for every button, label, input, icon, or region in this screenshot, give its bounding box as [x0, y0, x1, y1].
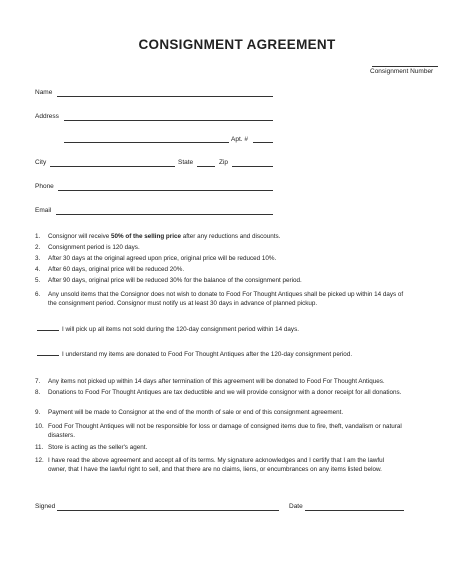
phone-field[interactable] — [58, 190, 273, 191]
donate-option: I understand my items are donated to Food For Thought Antiques after the 120-day consignment period. — [37, 351, 352, 360]
city-label: City — [35, 159, 47, 166]
phone-label: Phone — [35, 183, 54, 190]
donate-initial-field[interactable] — [37, 355, 59, 356]
term-item: 1. Consignor will receive 50% of the selling price after any reductions and discounts. — [35, 233, 281, 240]
signed-label: Signed — [35, 503, 56, 510]
email-label: Email — [35, 207, 52, 214]
document-title: CONSIGNMENT AGREEMENT — [138, 37, 336, 52]
date-label: Date — [289, 503, 303, 510]
term-item: 11. Store is acting as the seller's agent. — [35, 444, 148, 451]
date-field[interactable] — [305, 510, 404, 511]
address-line2-field[interactable] — [64, 142, 229, 143]
name-field[interactable] — [57, 96, 273, 97]
term-item: 10. Food For Thought Antiques will not be responsible for loss or damage of consigned items due to fire, theft, vandalism or natural — [35, 423, 402, 430]
term-item: 5. After 90 days, original price will be reduced 30% for the balance of the consignment period. — [35, 277, 302, 284]
consignment-number-field[interactable] — [372, 66, 438, 67]
address-label: Address — [35, 113, 59, 120]
term-item: 2. Consignment period is 120 days. — [35, 244, 140, 251]
term-item: 9. Payment will be made to Consignor at the end of the month of sale or end of this consignment agreement. — [35, 409, 344, 416]
state-field[interactable] — [197, 166, 215, 167]
term-item-continued: disasters. — [48, 432, 75, 439]
term-item-continued: the consignment period. Consignor must notify us at least 30 days in advance of planned pickup. — [48, 300, 318, 307]
address-field[interactable] — [64, 120, 273, 121]
term-item: 12. I have read the above agreement and accept all of its terms. My signature acknowledges and I certify that I am the lawful — [35, 457, 385, 464]
term-item: 3. After 30 days at the original agreed upon price, original price will be reduced 10%. — [35, 255, 277, 262]
term-item: 6. Any unsold items that the Consignor does not wish to donate to Food For Thought Antiques shall be picked up within 14 days of — [35, 291, 404, 298]
zip-field[interactable] — [232, 166, 273, 167]
name-label: Name — [35, 89, 53, 96]
email-field[interactable] — [56, 214, 273, 215]
zip-label: Zip — [219, 159, 229, 166]
apt-field[interactable] — [253, 142, 273, 143]
pickup-option: I will pick up all items not sold during the 120-day consignment period within 14 days. — [37, 326, 299, 335]
term-item: 8. Donations to Food For Thought Antiques are tax deductible and we will provide consignor with a donor receipt for all donations. — [35, 389, 402, 396]
term-item: 4. After 60 days, original price will be reduced 20%. — [35, 266, 185, 273]
state-label: State — [178, 159, 194, 166]
term-item-continued: owner, that I have the lawful right to sell, and that there are no claims, liens, or encumbrances on any items listed below. — [48, 466, 382, 473]
consignment-number-label: Consignment Number — [370, 68, 434, 75]
term-item: 7. Any items not picked up within 14 days after termination of this agreement will be donated to Food For Thought Antiques. — [35, 378, 385, 385]
signature-field[interactable] — [57, 510, 279, 511]
city-field[interactable] — [50, 166, 175, 167]
apt-label: Apt. # — [231, 136, 248, 143]
pickup-initial-field[interactable] — [37, 330, 59, 331]
